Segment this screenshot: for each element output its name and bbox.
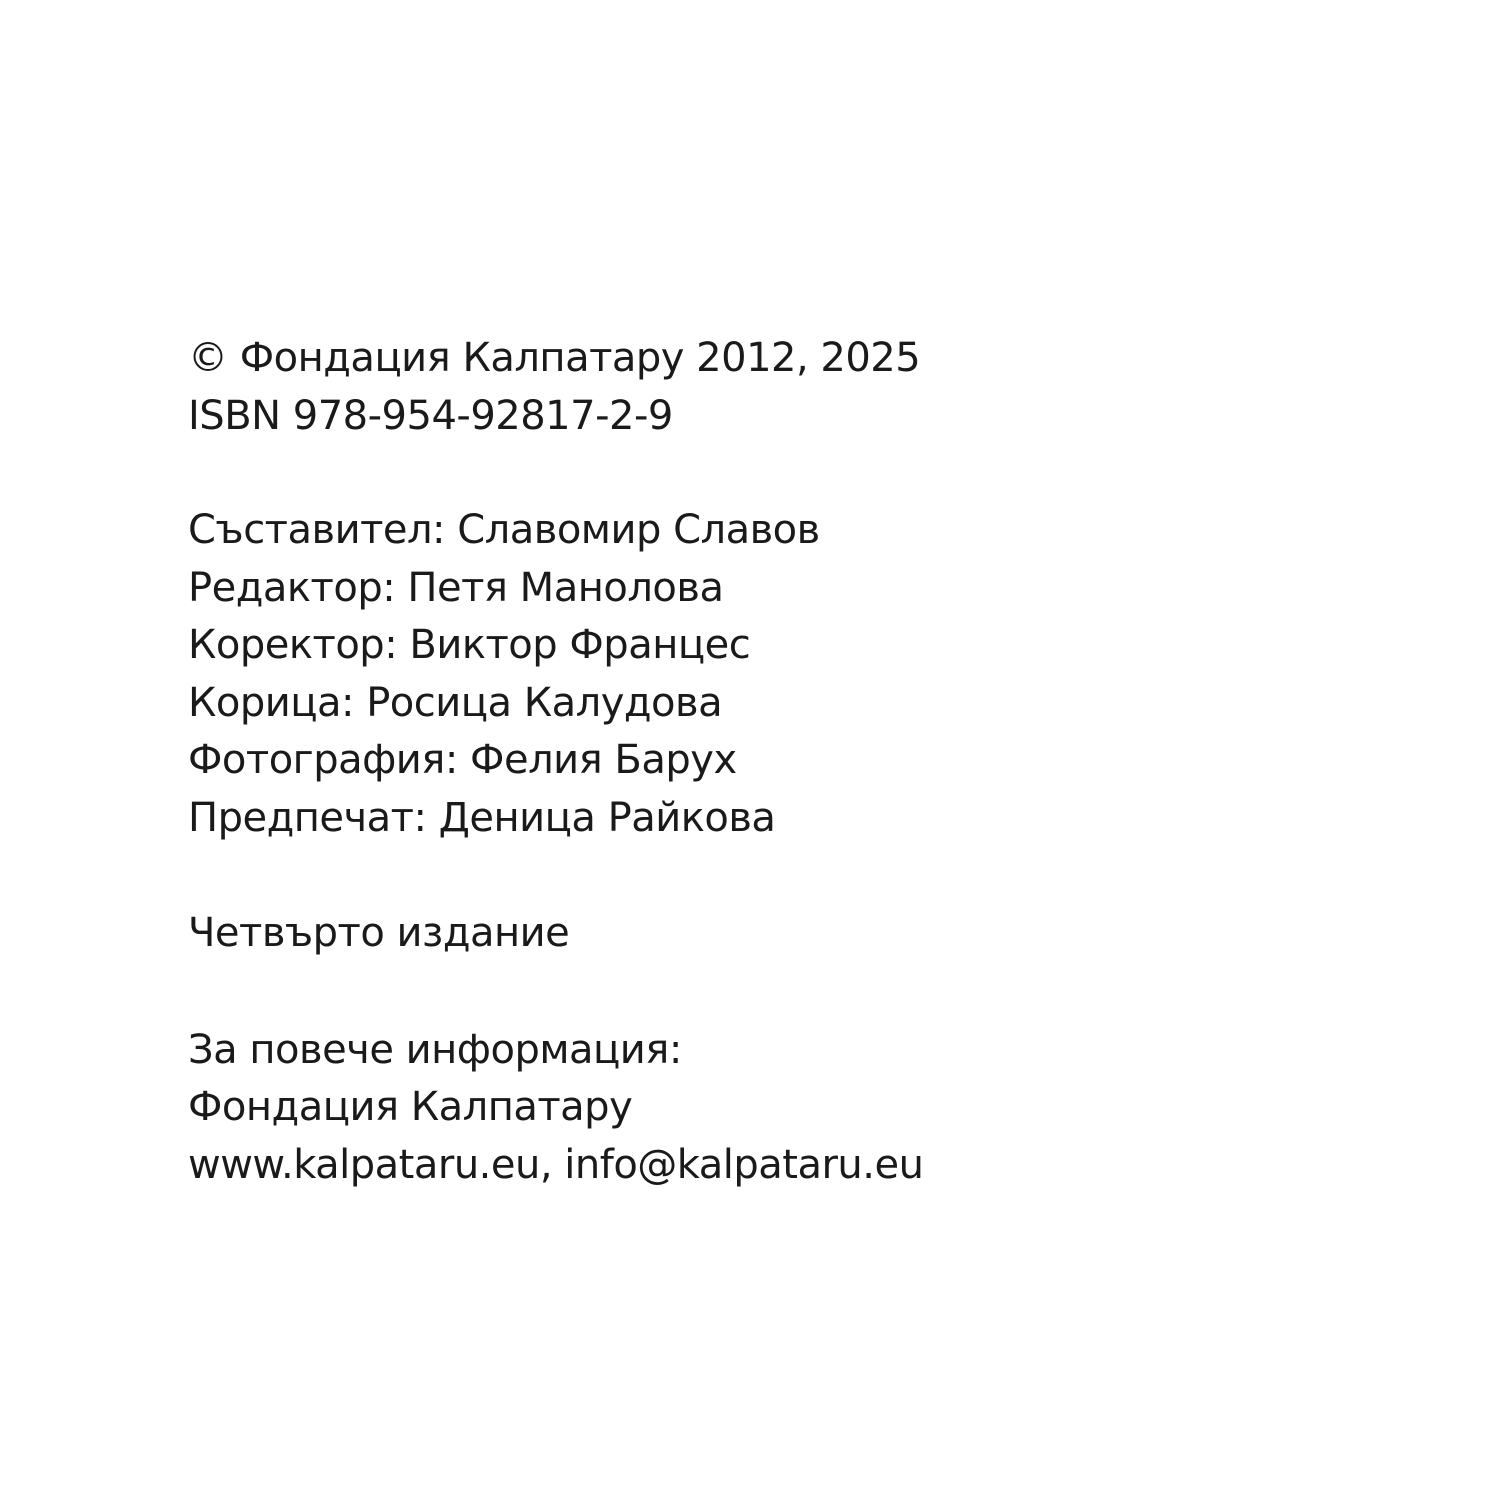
contact-web-email: www.kalpataru.eu, info@kalpataru.eu — [188, 1141, 924, 1188]
imprint-page — [188, 330, 1388, 1194]
isbn-line: ISBN 978-954-92817-2-9 — [188, 392, 673, 439]
copyright-block — [188, 330, 1388, 445]
contact-block — [188, 1022, 1388, 1195]
credit-cover: Корица: Росица Калудова — [188, 679, 723, 726]
edition-block — [188, 905, 1388, 963]
edition-line: Четвърто издание — [188, 910, 570, 956]
credit-proofreader: Коректор: Виктор Францес — [188, 622, 751, 668]
copyright-line: © Фондация Калпатару 2012, 2025 — [188, 335, 921, 381]
credit-editor: Редактор: Петя Манолова — [188, 564, 724, 611]
contact-heading: За повече информация: — [188, 1026, 682, 1073]
credit-prepress: Предпечат: Деница Райкова — [188, 794, 776, 841]
credit-photography: Фотография: Фелия Барух — [188, 737, 737, 783]
credits-block — [188, 502, 1388, 847]
contact-organization: Фондация Калпатару — [188, 1084, 633, 1130]
credit-compiler: Съставител: Славомир Славов — [188, 507, 820, 553]
